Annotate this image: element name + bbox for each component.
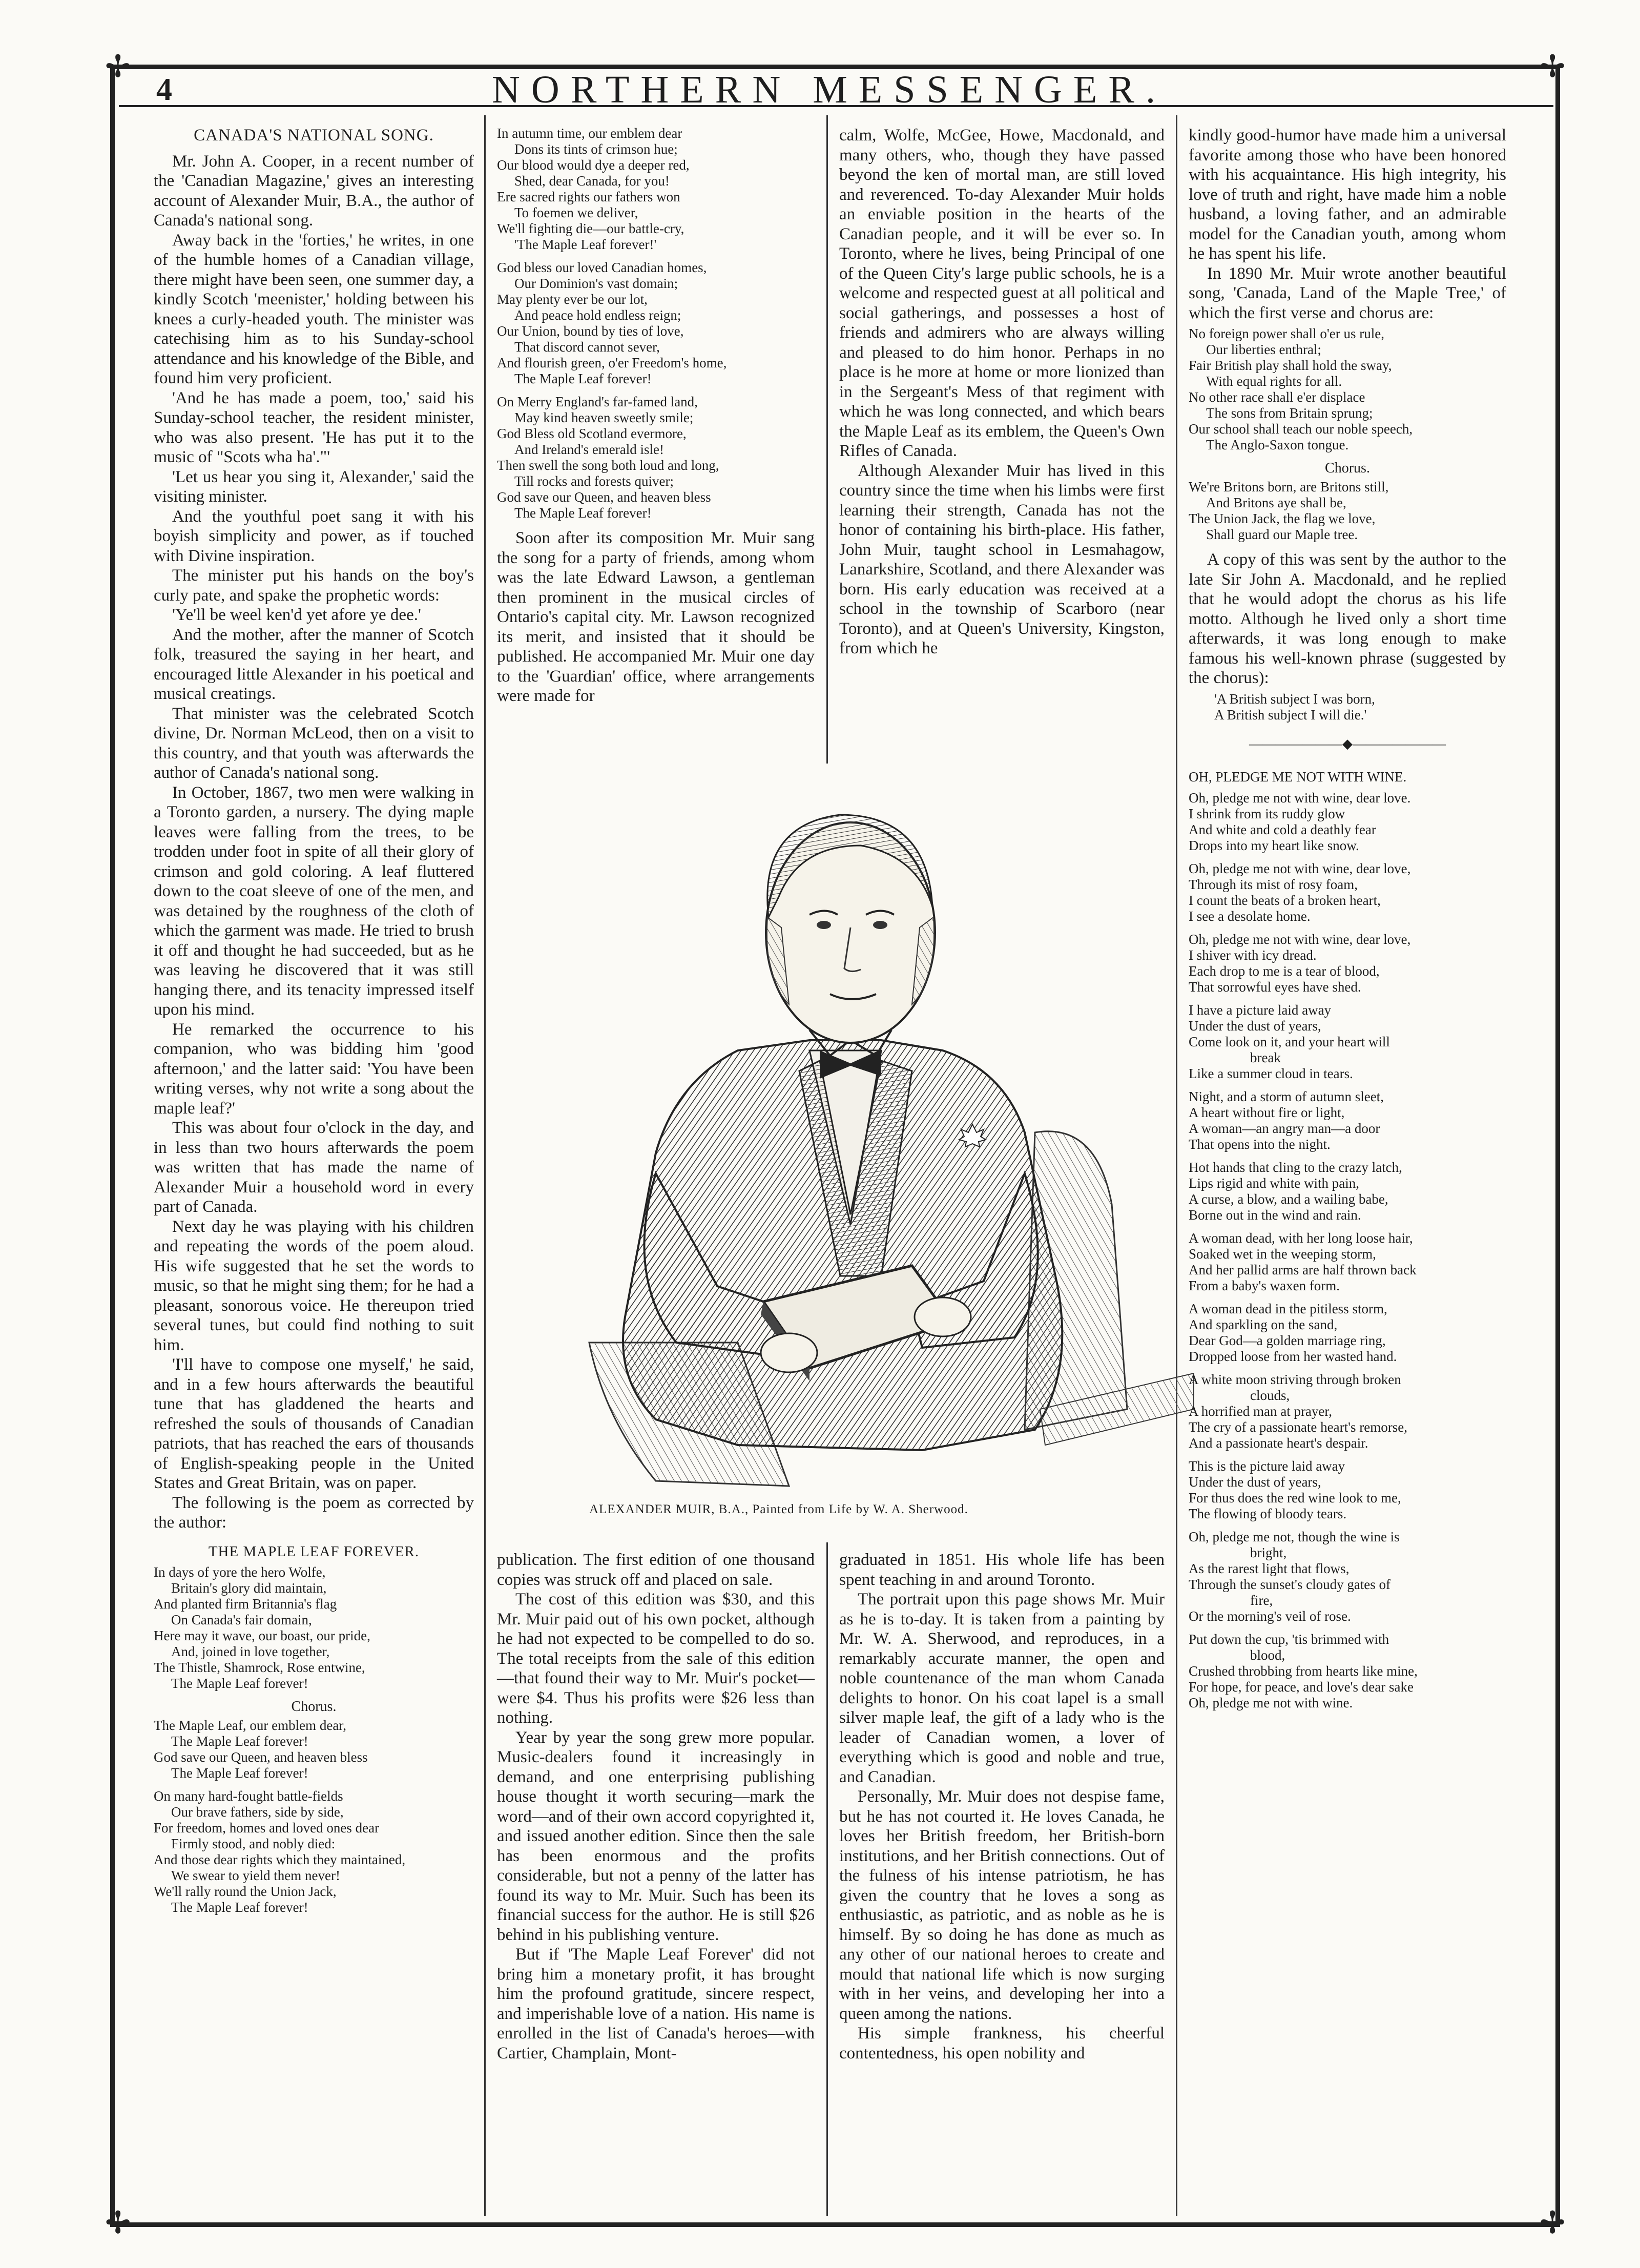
masthead-title: NORTHERN MESSENGER. bbox=[492, 68, 1167, 111]
quotation bbox=[1189, 691, 1506, 723]
poem-line: On Canada's fair domain, bbox=[171, 1612, 312, 1627]
paragraph: That minister was the celebrated Scotch divine, Dr. Norman McLeod, then on a visit to this country, and that youth was afterwards the author of Canada's national song. bbox=[154, 704, 474, 782]
poem-line: And her pallid arms are half thrown back bbox=[1189, 1262, 1417, 1277]
paragraph: Away back in the 'forties,' he writes, in one of the humble homes of a Canadian village, there might have been seen, one summer day, a kindly Scotch 'meenister,' holding between his knees a curly-headed youth. The minister was catechising him as to his Sunday-school attendance and his knowledge of the Bible, and found him very proficient. bbox=[154, 231, 474, 387]
poem-line: And peace hold endless reign; bbox=[514, 307, 681, 323]
paragraph: publication. The first edition of one thousand copies was struck off and placed on sale. bbox=[497, 1551, 815, 1589]
poem-line: Till rocks and forests quiver; bbox=[514, 473, 674, 489]
poem-stanza bbox=[1189, 1458, 1506, 1522]
paragraph: Next day he was playing with his children and repeating the words of the poem aloud. His wife suggested that he set the words to music, so that he might sing them; for he had a pleasant, sonorous voice. He thereupon tried several tunes, but could find nothing to suit him. bbox=[154, 1217, 474, 1354]
poem-line: In autumn time, our emblem dear bbox=[497, 126, 682, 141]
poem-line: We'll fighting die—our battle-cry, bbox=[497, 221, 684, 236]
poem-line: clouds, bbox=[1250, 1387, 1290, 1403]
paragraph: And the mother, after the manner of Scotch folk, treasured the saying in her heart, and encouraged little Alexander in his poetical and musical creatings. bbox=[154, 625, 474, 703]
paragraph: 'Let us hear you sing it, Alexander,' said the visiting minister. bbox=[154, 467, 474, 506]
poem-stanza bbox=[1189, 1230, 1506, 1294]
paragraph: Personally, Mr. Muir does not despise fame, but he has not courted it. He loves Canada, he loves her British freedom, her British-born institutions, and her British connections. Out of the fulness of his intense patriotism, he has given the country that he loves a song as enthusiastic, as patriotic, and as noble as he is himself. By so doing he has done as much as any other of our national heroes to create and mould that national life which is now surging with in her veins, and developing her into a queen among the nations. bbox=[839, 1787, 1165, 2023]
column-2-top bbox=[497, 126, 815, 706]
poem-line: Dear God—a golden marriage ring, bbox=[1189, 1332, 1386, 1348]
poem-line: The Maple Leaf forever! bbox=[171, 1765, 308, 1781]
column-2-bottom bbox=[497, 1550, 815, 2063]
paragraph: The following is the poem as corrected by the author: bbox=[154, 1493, 474, 1532]
poem-line: Borne out in the wind and rain. bbox=[1189, 1207, 1361, 1223]
poem-line: Or the morning's veil of rose. bbox=[1189, 1608, 1351, 1624]
poem-line: Through the sunset's cloudy gates of bbox=[1189, 1576, 1391, 1592]
poem-stanza bbox=[1189, 326, 1506, 543]
column-3-bottom bbox=[839, 1550, 1165, 2063]
poem-line: Night, and a storm of autumn sleet, bbox=[1189, 1088, 1384, 1104]
poem-line: On many hard-fought battle-fields bbox=[154, 1788, 343, 1804]
poem-line: Oh, pledge me not with wine, dear love. bbox=[1189, 790, 1411, 806]
poem-line: The Thistle, Shamrock, Rose entwine, bbox=[154, 1660, 365, 1675]
paragraph: Although Alexander Muir has lived in this country since the time when his limbs were first learning their strength, Canada has not the honor of containing his birth-place. His father, John Muir, taught school in Lesmahagow, Lanarkshire, Scotland, and there Alexander was born. His early education was received at a school in the township of Scarboro (near Toronto), and at Queen's University, Kingston, from which he bbox=[839, 461, 1165, 657]
poem-stanza bbox=[154, 1564, 474, 1915]
paragraph: But if 'The Maple Leaf Forever' did not bring him a monetary profit, it has brought him the profound gratitude, sincere respect, and imperishable love of a nation. His name is enrolled in the list of Canada's heroes—with Cartier, Champlain, Mont- bbox=[497, 1945, 815, 2063]
poem-line: We swear to yield them never! bbox=[171, 1868, 340, 1883]
poem-line: And a passionate heart's despair. bbox=[1189, 1435, 1368, 1451]
poem-line: And Ireland's emerald isle! bbox=[514, 442, 665, 457]
poem-line: Shed, dear Canada, for you! bbox=[514, 173, 670, 189]
poem-line: With equal rights for all. bbox=[1206, 374, 1342, 389]
poem-line: A woman dead in the pitiless storm, bbox=[1189, 1301, 1387, 1316]
poem-line: The sons from Britain sprung; bbox=[1206, 405, 1373, 421]
chorus-label: Chorus. bbox=[1325, 460, 1370, 476]
poem-line: 'The Maple Leaf forever!' bbox=[514, 237, 657, 252]
poem-line: We're Britons born, are Britons still, bbox=[1189, 479, 1389, 494]
poem-stanza bbox=[1189, 790, 1506, 854]
poem-line: Ere sacred rights our fathers won bbox=[497, 189, 680, 204]
paragraph: kindly good-humor have made him a universal favorite among those who have been honored with his acquaintance. His high integrity, his love of truth and right, have made him a noble husband, a loving father, and an admirable model for the Canadian youth, among whom he has spent his life. bbox=[1189, 126, 1506, 263]
poem-line: A woman—an angry man—a door bbox=[1189, 1120, 1380, 1136]
paragraph: 'And he has made a poem, too,' said his Sunday-school teacher, the resident minister, who was also present. 'He has put it to the music of "Scots wha ha'."' bbox=[154, 388, 474, 466]
poem-line: I have a picture laid away bbox=[1189, 1002, 1332, 1018]
poem-line: The Maple Leaf forever! bbox=[171, 1734, 308, 1749]
poem-line: Drops into my heart like snow. bbox=[1189, 837, 1359, 853]
poem-line: 'A British subject I was born, bbox=[1214, 691, 1375, 707]
poem-line: The Maple Leaf forever! bbox=[514, 371, 652, 386]
poem-line: For freedom, homes and loved ones dear bbox=[154, 1820, 380, 1836]
poem-line: Under the dust of years, bbox=[1189, 1018, 1321, 1034]
poem-line: A British subject I will die.' bbox=[1214, 707, 1367, 723]
poem-line: May plenty ever be our lot, bbox=[497, 292, 648, 307]
poem-line: In days of yore the hero Wolfe, bbox=[154, 1564, 326, 1580]
paragraph: Mr. John A. Cooper, in a recent number of the 'Canadian Magazine,' gives an interesting account of Alexander Muir, B.A., the author of Canada's national song. bbox=[154, 152, 474, 230]
poem-line: Our Dominion's vast domain; bbox=[514, 276, 678, 291]
poem-line: For thus does the red wine look to me, bbox=[1189, 1490, 1401, 1506]
poem-line: Britain's glory did maintain, bbox=[171, 1580, 327, 1596]
poem-line: As the rarest light that flows, bbox=[1189, 1560, 1350, 1576]
poem-line: Through its mist of rosy foam, bbox=[1189, 876, 1358, 892]
poem-line: The Maple Leaf, our emblem dear, bbox=[154, 1718, 346, 1733]
poem-line: And, joined in love together, bbox=[171, 1644, 330, 1659]
poem-stanza bbox=[1189, 1301, 1506, 1365]
poem-line: And white and cold a deathly fear bbox=[1189, 821, 1376, 837]
poem-line: Oh, pledge me not, though the wine is bbox=[1189, 1529, 1400, 1544]
portrait-caption: ALEXANDER MUIR, B.A., Painted from Life by W. A. Sherwood. bbox=[589, 1502, 968, 1516]
poem-line: God save our Queen, and heaven bless bbox=[497, 489, 711, 505]
poem-line: Come look on it, and your heart will bbox=[1189, 1034, 1390, 1049]
poem-line: bright, bbox=[1250, 1544, 1287, 1560]
ornament-corner-bottom-left-icon: ✢ bbox=[105, 2206, 131, 2240]
poem-line: break bbox=[1250, 1049, 1281, 1065]
poem-line: Like a summer cloud in tears. bbox=[1189, 1065, 1353, 1081]
poem-line: I shiver with icy dread. bbox=[1189, 947, 1317, 963]
paragraph: A copy of this was sent by the author to the late Sir John A. Macdonald, and he replied that he would adopt the chorus as his life motto. Although he lived only a short time afterwards, it was long enough to make famous his well-known phrase (suggested by the chorus): bbox=[1189, 550, 1506, 687]
poem-line: That sorrowful eyes have shed. bbox=[1189, 979, 1361, 995]
poem-line: Each drop to me is a tear of blood, bbox=[1189, 963, 1380, 979]
poem-line: No foreign power shall o'er us rule, bbox=[1189, 326, 1385, 341]
poem-line: Oh, pledge me not with wine. bbox=[1189, 1695, 1353, 1710]
poem-line: Shall guard our Maple tree. bbox=[1206, 527, 1358, 542]
poem-line: We'll rally round the Union Jack, bbox=[154, 1884, 337, 1899]
poem-line: Oh, pledge me not with wine, dear love, bbox=[1189, 931, 1411, 947]
page-number: 4 bbox=[156, 72, 172, 107]
poem-line: And planted firm Britannia's flag bbox=[154, 1596, 337, 1612]
poem-line: Our brave fathers, side by side, bbox=[171, 1804, 344, 1820]
poem-body bbox=[1189, 790, 1506, 1711]
poem-line: I count the beats of a broken heart, bbox=[1189, 892, 1381, 908]
poem-line: Under the dust of years, bbox=[1189, 1474, 1321, 1490]
poem-line: Crushed throbbing from hearts like mine, bbox=[1189, 1663, 1418, 1679]
poem-line: The Maple Leaf forever! bbox=[171, 1900, 308, 1915]
poem-stanza bbox=[1189, 1089, 1506, 1152]
ornament-corner-bottom-right-icon: ✢ bbox=[1540, 2206, 1566, 2240]
portrait-engraving bbox=[523, 764, 1199, 1494]
poem-line: blood, bbox=[1250, 1647, 1285, 1663]
poem-line: Dropped loose from her wasted hand. bbox=[1189, 1348, 1397, 1364]
ornament-corner-top-left-icon: ✢ bbox=[105, 50, 131, 84]
poem-line: For hope, for peace, and love's dear sake bbox=[1189, 1679, 1414, 1695]
poem-line: Dons its tints of crimson hue; bbox=[514, 141, 678, 157]
poem-stanza bbox=[1189, 1372, 1506, 1451]
poem-line: Here may it wave, our boast, our pride, bbox=[154, 1628, 370, 1643]
poem-line: A heart without fire or light, bbox=[1189, 1104, 1345, 1120]
poem-line: And flourish green, o'er Freedom's home, bbox=[497, 355, 727, 370]
poem-line: Lips rigid and white with pain, bbox=[1189, 1175, 1359, 1191]
poem-line: To foemen we deliver, bbox=[514, 205, 638, 220]
poem-line: Firmly stood, and nobly died: bbox=[171, 1836, 336, 1851]
poem-line: fire, bbox=[1250, 1592, 1273, 1608]
poem-line: God bless our loved Canadian homes, bbox=[497, 260, 707, 275]
poem-line: A horrified man at prayer, bbox=[1189, 1403, 1333, 1419]
poem-line: On Merry England's far-famed land, bbox=[497, 394, 698, 409]
poem-stanza bbox=[1189, 1632, 1506, 1711]
poem-line: Fair British play shall hold the sway, bbox=[1189, 358, 1392, 373]
paragraph: graduated in 1851. His whole life has been spent teaching in and around Toronto. bbox=[839, 1551, 1165, 1589]
poem-line: The Maple Leaf forever! bbox=[171, 1676, 308, 1691]
poem-stanza bbox=[1189, 861, 1506, 924]
divider-ornament-icon: ———————◆——————— bbox=[1249, 736, 1446, 751]
column-rule bbox=[484, 115, 486, 2216]
paragraph: In 1890 Mr. Muir wrote another beautiful song, 'Canada, Land of the Maple Tree,' of which the first verse and chorus are: bbox=[1189, 264, 1506, 322]
paragraph: He remarked the occurrence to his companion, who was bidding him 'good afternoon,' and the latter said: 'You have been writing verses, why not write a song about the maple leaf?' bbox=[154, 1020, 474, 1118]
poem-line: And sparkling on the sand, bbox=[1189, 1316, 1338, 1332]
paragraph: Year by year the song grew more popular. Music-dealers found it increasingly in demand, and one enterprising publishing house thought it worth securing—mark the word—and of their own accord copyrighted it, and issued another edition. Since then the sale has been enormous and the profits considerable, but not a penny of the latter has found its way to Mr. Muir. Such has been its financial success for the author. He is still $26 behind in his publishing venture. bbox=[497, 1728, 815, 1944]
paragraph: calm, Wolfe, McGee, Howe, Macdonald, and many others, who, though they have passed beyond the ken of mortal man, are still loved and reverenced. To-day Alexander Muir holds an enviable position in the hearts of the Canadian people, and it will be ever so. In Toronto, where he lives, being Principal of one of the Queen City's large public schools, he is a welcome and respected guest at all political and social gatherings, and possesses a host of friends and admirers who are always willing and pleased to do him honor. Perhaps in no place is he more at home or more lionized than in the Sergeant's Mess of that regiment with which he was long connected, and which bears the Maple Leaf as its emblem, the Queen's Own Rifles of Canada. bbox=[839, 126, 1165, 460]
paragraph: 'I'll have to compose one myself,' he said, and in a few hours afterwards the beautiful tune that has gladdened the hearts and refreshed the souls of thousands of Canadian patriots, that has reached the ears of thousands of English-speaking people in the United States and Great Britain, was on paper. bbox=[154, 1355, 474, 1492]
poem-line: From a baby's waxen form. bbox=[1189, 1277, 1340, 1293]
paragraph: The portrait upon this page shows Mr. Muir as he is to-day. It is taken from a painting by Mr. W. A. Sherwood, and reproduces, in a remarkably accurate manner, the open and noble countenance of the man whom Canada delights to honor. On his coat lapel is a small silver maple leaf, the gift of a lady who is the leader of Canadian women, a lover of everything which is good and noble and true, and Canadian. bbox=[839, 1590, 1165, 1786]
poem-stanza bbox=[1189, 932, 1506, 995]
poem-line: Then swell the song both loud and long, bbox=[497, 458, 719, 473]
paragraph: Soon after its composition Mr. Muir sang the song for a party of friends, among whom was the late Edward Lawson, a gentleman then prominent in the musical circles of Ontario's capital city. Mr. Lawson recognized its merit, and insisted that it should be published. He accompanied Mr. Muir one day to the 'Guardian' office, where arrangements were made for bbox=[497, 529, 815, 705]
poem-line: Hot hands that cling to the crazy latch, bbox=[1189, 1159, 1402, 1175]
article-title: CANADA'S NATIONAL SONG. bbox=[194, 126, 434, 145]
poem-line: A white moon striving through broken bbox=[1189, 1371, 1401, 1387]
poem-line: Oh, pledge me not with wine, dear love, bbox=[1189, 860, 1411, 876]
poem-line: The cry of a passionate heart's remorse, bbox=[1189, 1419, 1407, 1435]
poem-line: May kind heaven sweetly smile; bbox=[514, 410, 694, 425]
poem-line: A woman dead, with her long loose hair, bbox=[1189, 1230, 1413, 1246]
poem-line: And those dear rights which they maintained, bbox=[154, 1852, 406, 1867]
poem-stanza bbox=[1189, 1529, 1506, 1624]
ornament-corner-top-right-icon: ✢ bbox=[1540, 50, 1566, 84]
column-rule bbox=[826, 1542, 828, 2216]
column-1 bbox=[154, 126, 474, 1923]
paragraph: The cost of this edition was $30, and this Mr. Muir paid out of his own pocket, although he had not expected to be compelled to do so. The total receipts from the sale of this edition—that found their way to Mr. Muir's pocket—were $4. Thus his profits were $26 less than nothing. bbox=[497, 1590, 815, 1727]
poem-line: I shrink from its ruddy glow bbox=[1189, 806, 1345, 821]
paragraph: And the youthful poet sang it with his boyish simplicity and power, as if touched with Divine inspiration. bbox=[154, 507, 474, 565]
paragraph: In October, 1867, two men were walking in a Toronto garden, a nursery. The dying maple leaves were falling from the trees, to be trodden under foot in spite of all their glory of crimson and gold coloring. A leaf fluttered down to the coat sleeve of one of the men, and was detained by the roughness of the cloth of which the garment was made. He tried to brush it off and thought he had succeeded, but as he was leaving he discovered that it was still hanging there, and its tenacity impressed itself upon his mind. bbox=[154, 783, 474, 1019]
poem-stanza bbox=[1189, 1160, 1506, 1223]
poem-line: The flowing of bloody tears. bbox=[1189, 1506, 1347, 1521]
poem-line: That opens into the night. bbox=[1189, 1136, 1331, 1152]
poem-line: Our liberties enthral; bbox=[1206, 342, 1321, 357]
poem-line: This is the picture laid away bbox=[1189, 1458, 1345, 1474]
poem-line: God save our Queen, and heaven bless bbox=[154, 1749, 368, 1765]
column-4 bbox=[1189, 126, 1506, 1718]
poem-line: A curse, a blow, and a wailing babe, bbox=[1189, 1191, 1388, 1207]
column-rule bbox=[826, 115, 828, 764]
poem-line: Our blood would dye a deeper red, bbox=[497, 157, 690, 173]
poem-line: I see a desolate home. bbox=[1189, 908, 1311, 924]
paragraph: This was about four o'clock in the day, and in less than two hours afterwards the poem was written that has made the name of Alexander Muir a household word in every part of Canada. bbox=[154, 1119, 474, 1216]
column-3-top bbox=[839, 126, 1165, 658]
poem-line: Our Union, bound by ties of love, bbox=[497, 323, 684, 339]
poem-line: God Bless old Scotland evermore, bbox=[497, 426, 687, 441]
paragraph: 'Ye'll be weel ken'd yet afore ye dee.' bbox=[172, 606, 421, 624]
poem-line: Our school shall teach our noble speech, bbox=[1189, 421, 1413, 437]
poem-title: OH, PLEDGE ME NOT WITH WINE. bbox=[1189, 769, 1407, 785]
poem-line: Put down the cup, 'tis brimmed with bbox=[1189, 1631, 1389, 1647]
chorus-label: Chorus. bbox=[291, 1699, 337, 1715]
paragraph: The minister put his hands on the boy's curly pate, and spake the prophetic words: bbox=[154, 566, 474, 605]
paragraph: His simple frankness, his cheerful contentedness, his open nobility and bbox=[839, 2024, 1165, 2063]
poem-stanza bbox=[1189, 1002, 1506, 1082]
poem-line: The Maple Leaf forever! bbox=[514, 505, 652, 521]
poem-line: The Anglo-Saxon tongue. bbox=[1206, 437, 1349, 452]
poem-line: The Union Jack, the flag we love, bbox=[1189, 511, 1376, 526]
poem-stanza bbox=[497, 126, 815, 521]
poem-line: No other race shall e'er displace bbox=[1189, 389, 1365, 405]
poem-line: And Britons aye shall be, bbox=[1206, 495, 1346, 510]
poem-line: That discord cannot sever, bbox=[514, 339, 660, 355]
poem-line: Soaked wet in the weeping storm, bbox=[1189, 1246, 1376, 1262]
poem-title: THE MAPLE LEAF FOREVER. bbox=[208, 1543, 420, 1560]
